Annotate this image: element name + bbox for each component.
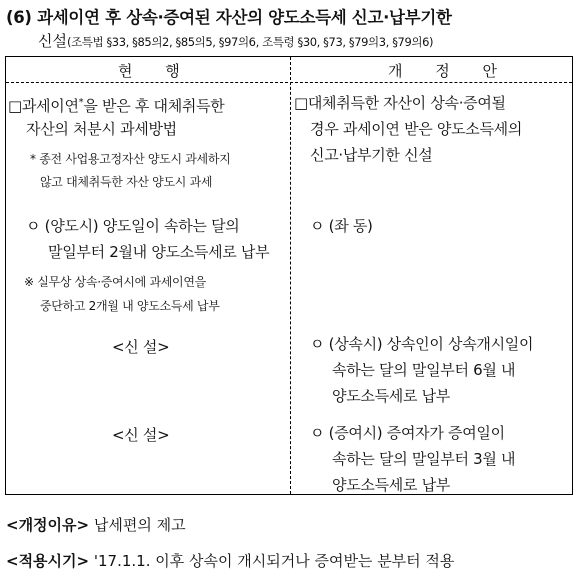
left-note2-line1: ※ 실무상 상속·증여시에 과세이연을 bbox=[24, 275, 206, 289]
right-item1-line3: 신고·납부기한 신설 bbox=[310, 146, 433, 164]
right-item4-line1: ㅇ (증여시) 증여자가 증여일이 bbox=[310, 424, 505, 442]
right-item3-line2: 속하는 달의 말일부터 6월 내 bbox=[332, 361, 516, 379]
left-note1-line1: * 종전 사업용고정자산 양도시 과세하지 bbox=[30, 152, 231, 166]
section-subtitle bbox=[38, 30, 433, 51]
asterisk-mark: * bbox=[78, 97, 84, 108]
header-current: 현 행 bbox=[118, 62, 194, 80]
right-item3-line3: 양도소득세로 납부 bbox=[332, 387, 450, 405]
effective-line bbox=[6, 550, 454, 571]
left-item1-line1-a: □과세이연 bbox=[8, 97, 79, 115]
subtitle-main: 신설 bbox=[38, 32, 67, 50]
reason-line bbox=[6, 514, 186, 535]
left-note1-line2: 않고 대체취득한 자산 양도시 과세 bbox=[40, 175, 213, 189]
right-item1-line1: □대체취득한 자산이 상속·증여될 bbox=[294, 94, 506, 112]
comparison-table bbox=[5, 56, 573, 495]
left-item1-line1-b: 을 받은 후 대체취득한 bbox=[83, 97, 225, 115]
right-item1-line2: 경우 과세이연 받은 양도소득세의 bbox=[310, 120, 523, 138]
right-item4-line2: 속하는 달의 말일부터 3월 내 bbox=[332, 450, 516, 468]
left-note2-line2: 중단하고 2개월 내 양도소득세 납부 bbox=[40, 299, 220, 313]
left-new1: <신 설> bbox=[112, 338, 170, 356]
effective-text: '17.1.1. 이후 상속이 개시되거나 증여받는 분부터 적용 bbox=[93, 552, 455, 570]
left-new2: <신 설> bbox=[112, 426, 170, 444]
left-item1-line2: 자산의 처분시 과세방법 bbox=[26, 120, 177, 138]
effective-label: <적용시기> bbox=[6, 552, 90, 570]
left-item1-line1 bbox=[8, 91, 224, 118]
header-divider bbox=[6, 82, 572, 83]
right-item4-line3: 양도소득세로 납부 bbox=[332, 476, 450, 494]
reason-label: <개정이유> bbox=[6, 516, 90, 534]
reason-text: 납세편의 제고 bbox=[93, 516, 186, 534]
right-item2: ㅇ (좌 동) bbox=[310, 217, 373, 235]
header-revision: 개 정 안 bbox=[388, 62, 512, 80]
left-item2-line1: ㅇ (양도시) 양도일이 속하는 달의 bbox=[26, 217, 240, 235]
left-item2-line2: 말일부터 2월내 양도소득세로 납부 bbox=[48, 243, 270, 261]
column-divider bbox=[290, 57, 291, 494]
right-item3-line1: ㅇ (상속시) 상속인이 상속개시일이 bbox=[310, 335, 534, 353]
subtitle-law-refs: (조특법 §33, §85의2, §85의5, §97의6, 조특령 §30, §73, §79의3, §79의6) bbox=[66, 35, 434, 49]
section-title: (6) 과세이연 후 상속·증여된 자산의 양도소득세 신고·납부기한 bbox=[6, 8, 452, 27]
